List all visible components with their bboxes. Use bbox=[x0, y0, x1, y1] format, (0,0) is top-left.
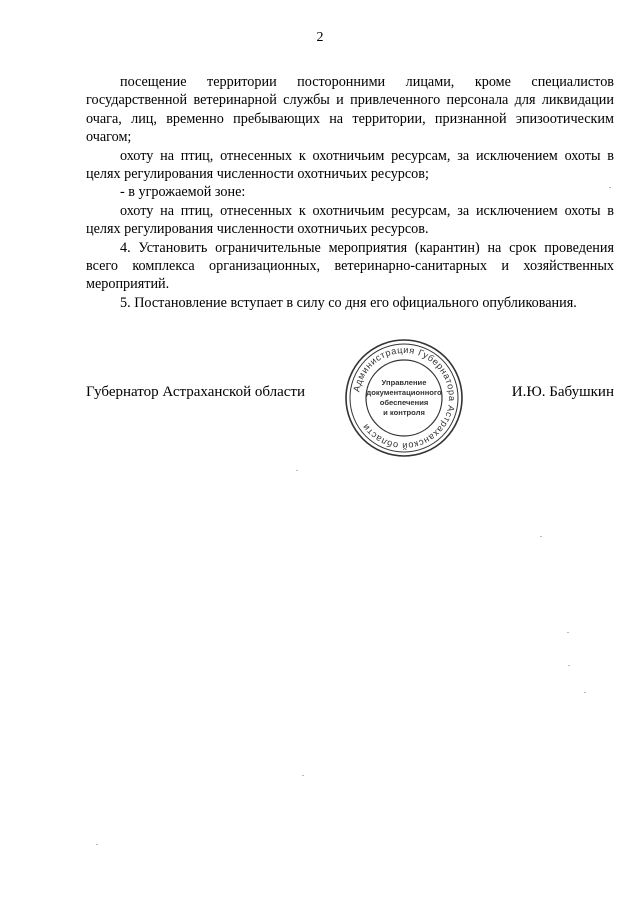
scan-speck bbox=[96, 844, 98, 845]
scan-speck bbox=[609, 187, 611, 188]
signatory-name: И.Ю. Бабушкин bbox=[511, 384, 614, 400]
page-number: 2 bbox=[316, 30, 324, 45]
official-seal-stamp bbox=[342, 336, 466, 460]
stamp-ring-text: Администрация Губернатора Астраханской области bbox=[351, 344, 458, 452]
scan-speck bbox=[584, 692, 586, 693]
paragraph-hunting-restriction-zone: охоту на птиц, отнесенных к охотничьим ресурсам, за исключением охоты в целях регулирования численности охотничьих ресурсов. bbox=[86, 202, 614, 238]
stamp-center-line-4: и контроля bbox=[383, 408, 425, 417]
scan-speck bbox=[302, 775, 304, 776]
document-body bbox=[86, 73, 614, 312]
paragraph-effective-date: 5. Постановление вступает в силу со дня его официального опубликования. bbox=[120, 294, 577, 311]
paragraph-quarantine: 4. Установить ограничительные мероприятия (карантин) на срок проведения всего комплекса организационных, ветеринарно-санитарных и хозяйственных мероприятий. bbox=[86, 239, 614, 293]
stamp-center-line-1: Управление bbox=[381, 378, 427, 387]
paragraph-visit-restriction: посещение территории посторонними лицами, кроме специалистов государственной ветеринарной службы и привлеченного персонала для ликвидации очага, лиц, временно пребывающих на территории, признанной эпизоотическим очагом; bbox=[86, 74, 614, 146]
paragraph-threatened-zone: - в угрожаемой зоне: bbox=[120, 184, 246, 201]
signatory-title: Губернатор Астраханской области bbox=[86, 384, 306, 400]
scan-speck bbox=[568, 665, 570, 666]
scan-speck bbox=[567, 632, 569, 633]
scan-speck bbox=[296, 470, 298, 471]
stamp-center-line-3: обеспечения bbox=[379, 398, 429, 407]
paragraph-hunting-restriction: охоту на птиц, отнесенных к охотничьим ресурсам, за исключением охоты в целях регулирования численности охотничьих ресурсов; bbox=[86, 147, 614, 183]
stamp-center-line-2: документационного bbox=[366, 388, 442, 397]
scan-speck bbox=[540, 536, 542, 537]
